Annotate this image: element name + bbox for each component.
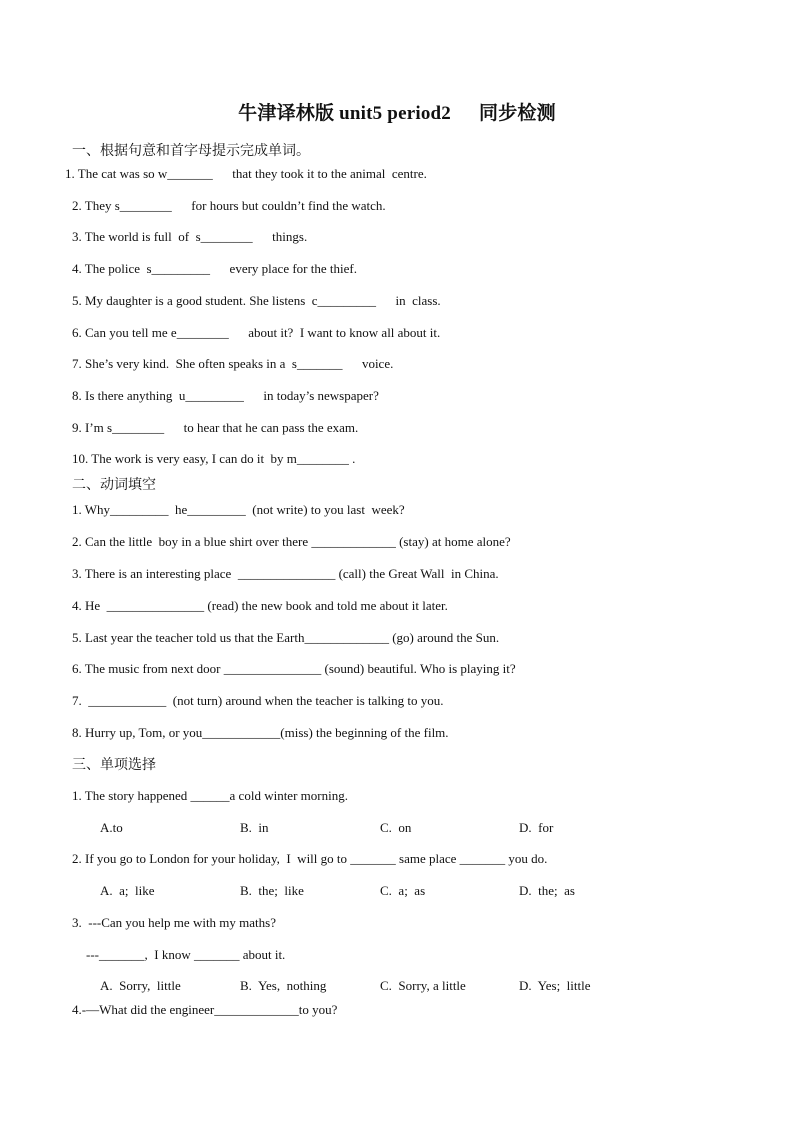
section1-heading: 一、根据句意和首字母提示完成单词。 <box>72 143 310 159</box>
section1-item: 9. I’m s________ to hear that he can pass the exam. <box>72 420 359 435</box>
option-c: C. on <box>380 820 412 835</box>
section1-item: 4. The police s_________ every place for the thief. <box>72 261 357 276</box>
section2-item: 6. The music from next door _______________ (sound) beautiful. Who is playing it? <box>72 661 516 676</box>
section1-item: 3. The world is full of s________ things. <box>72 229 308 244</box>
section2-item: 8. Hurry up, Tom, or you____________(miss) the beginning of the film. <box>72 725 449 740</box>
option-b: B. in <box>240 820 269 835</box>
section1-item: 2. They s________ for hours but couldn’t find the watch. <box>72 198 386 213</box>
option-c: C. a; as <box>380 883 426 898</box>
option-d: D. for <box>519 820 554 835</box>
section2-item: 2. Can the little boy in a blue shirt over there _____________ (stay) at home alone? <box>72 534 511 549</box>
section2-item: 4. He _______________ (read) the new book and told me about it later. <box>72 598 448 613</box>
section2-heading: 二、动词填空 <box>72 477 156 493</box>
option-b: B. Yes, nothing <box>240 978 327 993</box>
option-d: D. Yes; little <box>519 978 591 993</box>
section1-item: 8. Is there anything u_________ in today’s newspaper? <box>72 388 379 403</box>
question-stem: 2. If you go to London for your holiday, I will go to _______ same place _______ you do. <box>72 851 548 866</box>
question-stem: 4.-—What did the engineer_____________to you? <box>72 1002 338 1017</box>
section3-heading: 三、单项选择 <box>72 757 156 773</box>
option-a: A.to <box>100 820 123 835</box>
section2-item: 1. Why_________ he_________ (not write) to you last week? <box>72 502 405 517</box>
option-c: C. Sorry, a little <box>380 978 466 993</box>
option-b: B. the; like <box>240 883 304 898</box>
title-main: 牛津译林版 unit5 period2 <box>238 103 451 124</box>
section1-item: 10. The work is very easy, I can do it by m________ . <box>72 451 356 466</box>
question-stem-reply: ---_______, I know _______ about it. <box>86 947 286 962</box>
section1-item: 5. My daughter is a good student. She listens c_________ in class. <box>72 293 441 308</box>
section2-item: 3. There is an interesting place _______________ (call) the Great Wall in China. <box>72 566 499 581</box>
section1-item: 1. The cat was so w_______ that they took it to the animal centre. <box>65 166 427 181</box>
section1-item: 7. She’s very kind. She often speaks in a s_______ voice. <box>72 356 394 371</box>
option-d: D. the; as <box>519 883 575 898</box>
section2-item: 7. ____________ (not turn) around when the teacher is talking to you. <box>72 693 444 708</box>
title-sub: 同步检测 <box>479 103 556 124</box>
section2-item: 5. Last year the teacher told us that the Earth_____________ (go) around the Sun. <box>72 630 500 645</box>
option-a: A. Sorry, little <box>100 978 181 993</box>
question-stem: 3. ---Can you help me with my maths? <box>72 915 276 930</box>
section1-item: 6. Can you tell me e________ about it? I want to know all about it. <box>72 325 441 340</box>
question-stem: 1. The story happened ______a cold winter morning. <box>72 788 348 803</box>
page-title <box>0 98 794 125</box>
option-a: A. a; like <box>100 883 155 898</box>
